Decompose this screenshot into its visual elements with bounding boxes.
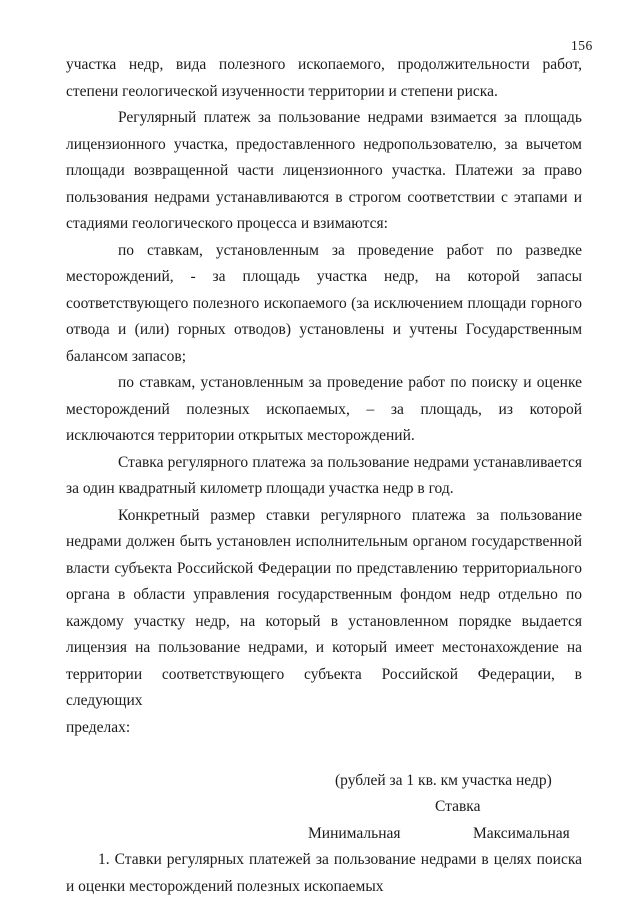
text-line: и оценки месторождений полезных ископаемых <box>66 877 384 895</box>
rates-table-header <box>66 768 582 848</box>
paragraph <box>66 503 582 742</box>
text-line: пределах: <box>66 718 131 736</box>
text-line: степени геологической изученности территории и степени риска. <box>66 82 498 100</box>
text-line: соответствующего полезного ископаемого (за исключением площади горного <box>66 294 582 312</box>
text-line: пользования недрами устанавливаются в строгом соответствии с этапами и <box>66 188 582 206</box>
text-line: участка недр, вида полезного ископаемого, продолжительности работ, <box>66 56 582 73</box>
text-line: площади возвращенной части лицензионного участка. Платежи за право <box>66 162 582 179</box>
paragraph <box>66 52 582 105</box>
text-line: Ставка регулярного платежа за пользование недрами устанавливается <box>118 453 582 471</box>
paragraph <box>66 105 582 238</box>
text-line: по ставкам, установленным за проведение работ по разведке <box>118 241 582 259</box>
text-line: каждому участку недр, на который в установленном порядке выдается <box>66 612 582 630</box>
min-rate-column-label: Минимальная <box>308 824 401 842</box>
text-line: за один квадратный километр площади участка недр в год. <box>66 480 454 497</box>
document-body <box>66 52 582 900</box>
text-line: недрами должен быть установлен исполнительным органом государственной <box>66 533 582 550</box>
rate-subcolumns-row <box>66 821 582 848</box>
text-line: лицензионного участка, предоставленного недропользователю, за вычетом <box>66 135 582 153</box>
paragraph <box>66 847 582 900</box>
text-line: 1. Ставки регулярных платежей за пользование недрами в целях поиска <box>98 851 582 868</box>
text-line: Конкретный размер ставки регулярного платежа за пользование <box>118 506 582 524</box>
text-line: территории соответствующего субъекта Российской Федерации, в следующих <box>66 665 582 709</box>
text-line: балансом запасов; <box>66 347 187 365</box>
text-line: Регулярный платеж за пользование недрами взимается за площадь <box>118 109 582 126</box>
unit-note: (рублей за 1 кв. км участка недр) <box>335 771 552 789</box>
paragraph <box>66 450 582 503</box>
page-number: 156 <box>571 38 593 53</box>
text-line: лицензия на пользование недрами, и который имеет местонахождение на <box>66 639 582 656</box>
paragraph <box>66 238 582 371</box>
text-line: месторождений, - за площадь участка недр, на которой запасы <box>66 268 582 285</box>
text-line: власти субъекта Российской Федерации по представлению территориального <box>66 559 582 577</box>
text-line: месторождений полезных ископаемых, – за площадь, из которой <box>66 400 582 418</box>
body-paragraphs <box>66 52 582 741</box>
list-item-1 <box>66 847 582 900</box>
text-line: отвода и (или) горных отводов) установлены и учтены Государственным <box>66 321 582 338</box>
rate-column-group-label: Ставка <box>435 798 481 815</box>
paragraph <box>66 370 582 450</box>
text-line: стадиями геологического процесса и взимаются: <box>66 215 388 232</box>
text-line: исключаются территории открытых месторождений. <box>66 427 415 444</box>
text-line: по ставкам, установленным за проведение работ по поиску и оценке <box>118 374 582 391</box>
text-line: органа в области управления государственным фондом недр отдельно по <box>66 586 582 603</box>
max-rate-column-label: Максимальная <box>473 824 570 842</box>
